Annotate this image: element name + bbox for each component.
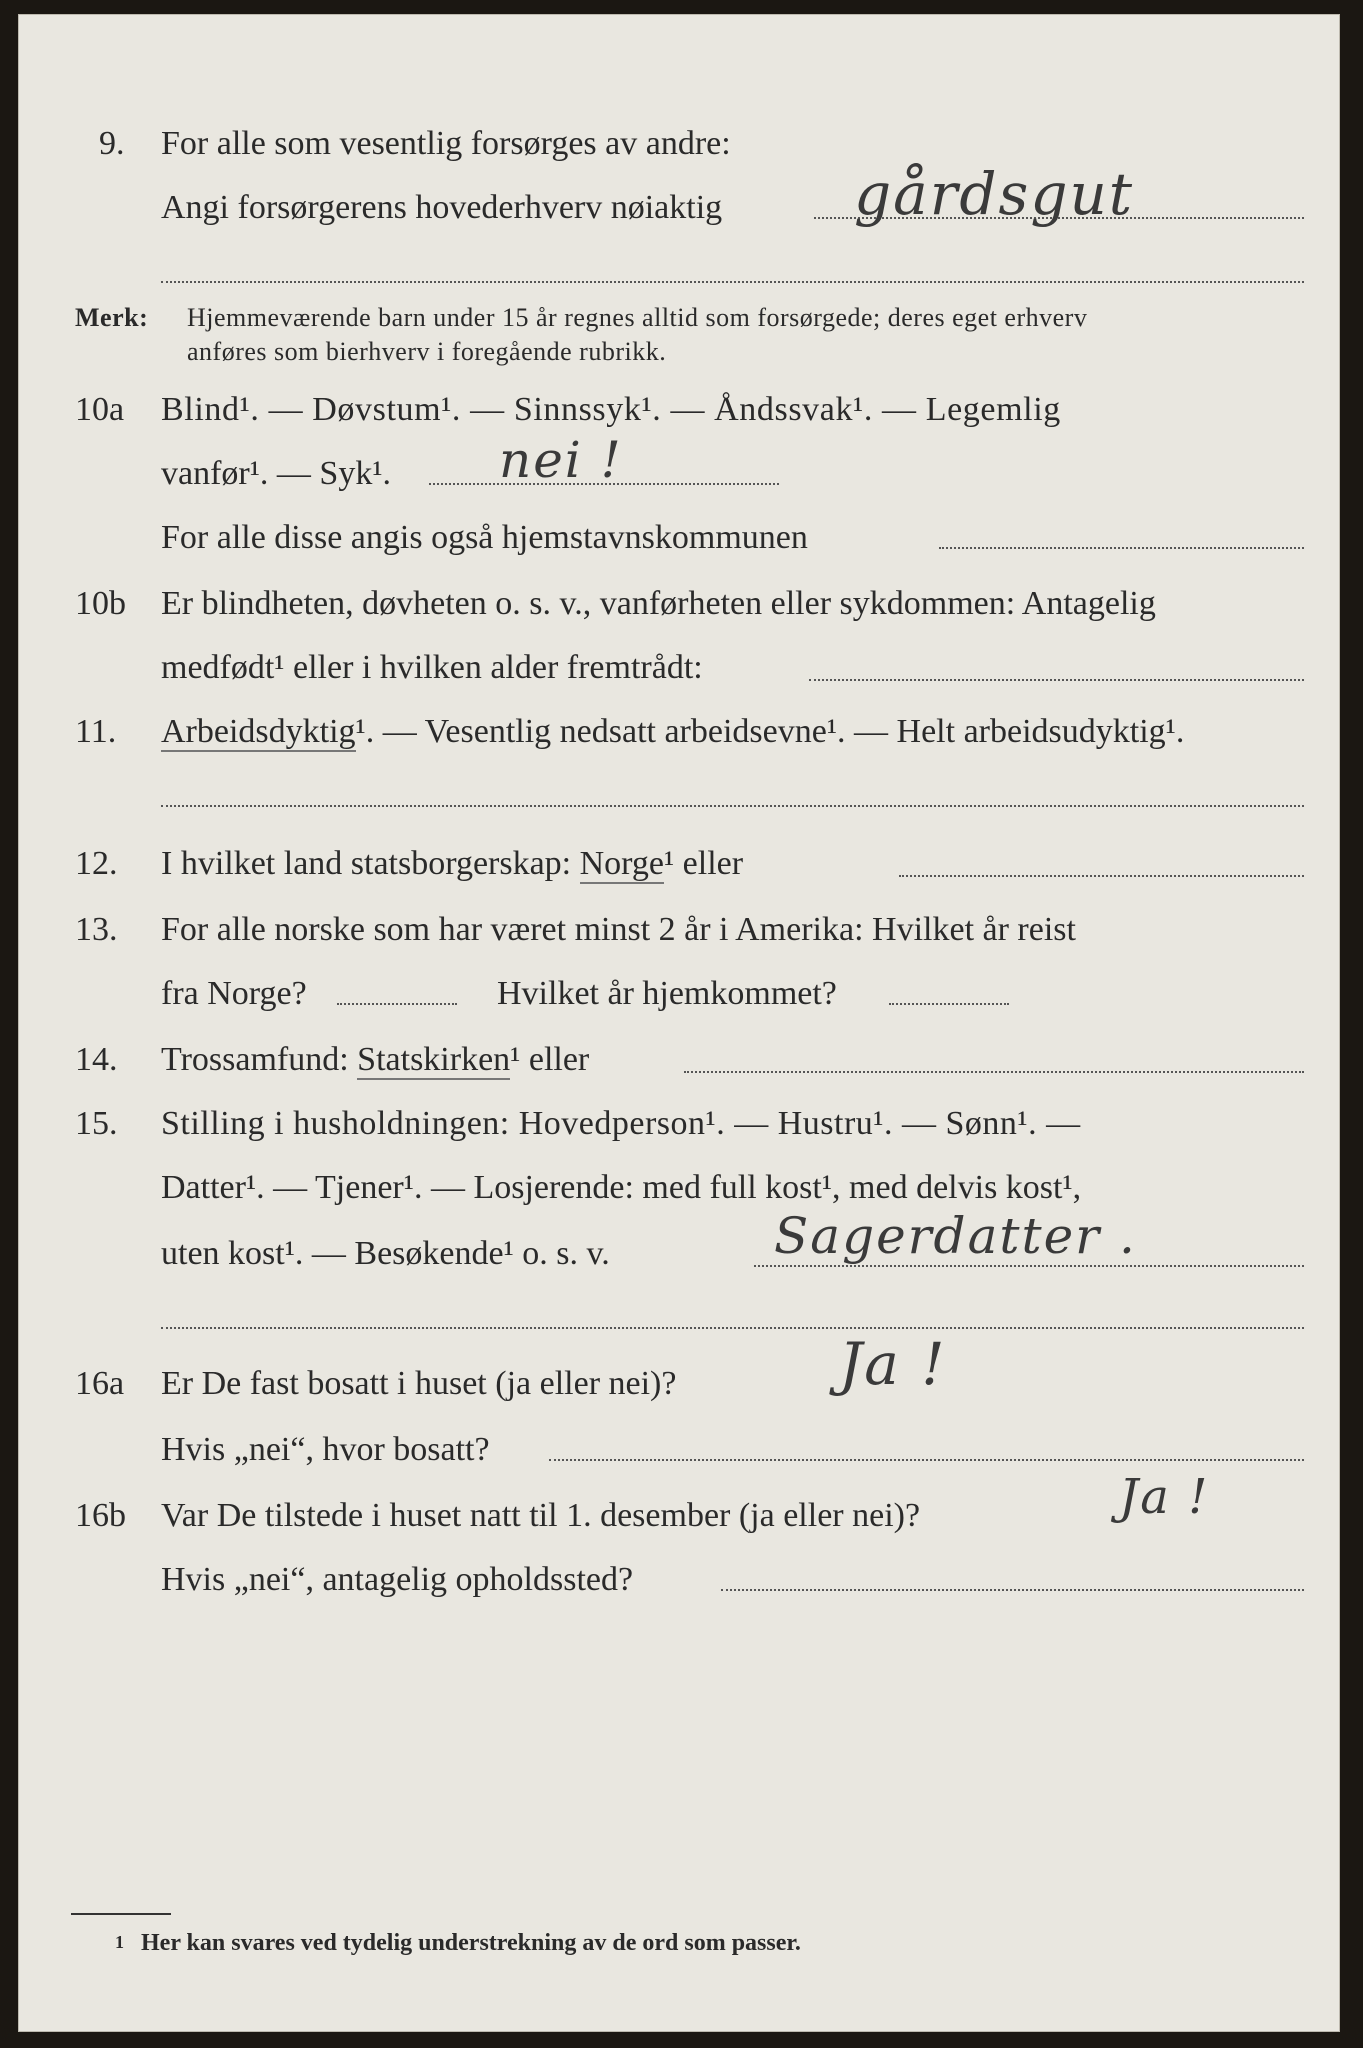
merk-label: Merk: bbox=[75, 303, 149, 332]
q9-line2: Angi forsørgerens hovederhverv nøiaktig bbox=[161, 189, 723, 226]
q13-number: 13. bbox=[75, 911, 118, 948]
q14-statskirken-underlined: Statskirken bbox=[357, 1041, 511, 1078]
q12-prefix: I hvilket land statsborgerskap: bbox=[161, 845, 572, 882]
q16a-answer-line bbox=[549, 1459, 1304, 1461]
q15-answer-line bbox=[754, 1265, 1304, 1267]
q10a-number: 10a bbox=[75, 391, 125, 428]
q13-line1: For alle norske som har været minst 2 år i Amerika: Hvilket år reist bbox=[161, 911, 1076, 948]
q9-handwritten-answer: gårdsgut bbox=[854, 160, 1135, 228]
q10b-line2: medfødt¹ eller i hvilken alder fremtrådt: bbox=[161, 649, 703, 686]
footnote-text: Her kan svares ved tydelig understrekning av de ord som passer. bbox=[141, 1930, 801, 1956]
q11-rest: ¹. — Vesentlig nedsatt arbeidsevne¹. — Helt arbeidsudyktig¹. bbox=[355, 713, 1185, 750]
q16a-handwritten-answer: Ja ! bbox=[839, 1330, 947, 1398]
q13-hjemkommet-line bbox=[889, 1003, 1009, 1005]
q15-handwritten-answer: Sagerdatter . bbox=[774, 1207, 1137, 1265]
q9-extra-line bbox=[161, 281, 1304, 283]
q12-text bbox=[161, 847, 743, 881]
q16b-handwritten-answer: Ja ! bbox=[1119, 1469, 1210, 1525]
q16b-line1: Var De tilstede i huset natt til 1. desember (ja eller nei)? bbox=[161, 1497, 921, 1534]
q9-number: 9. bbox=[99, 125, 125, 162]
merk-line1: Hjemmeværende barn under 15 år regnes alltid som forsørgede; deres eget erhverv bbox=[187, 303, 1088, 332]
q13-line2b: Hvilket år hjemkommet? bbox=[497, 975, 837, 1012]
footnote-mark: 1 bbox=[115, 1932, 124, 1952]
q13-reist-line bbox=[337, 1003, 457, 1005]
census-form-page bbox=[18, 14, 1340, 2032]
q13-line2a: fra Norge? bbox=[161, 975, 307, 1012]
q15-extra-line bbox=[161, 1327, 1304, 1329]
q9-line1: For alle som vesentlig forsørges av andre: bbox=[161, 125, 731, 162]
q10a-line3: For alle disse angis også hjemstavnskommunen bbox=[161, 519, 808, 556]
q15-number: 15. bbox=[75, 1105, 118, 1142]
q16a-line2: Hvis „nei“, hvor bosatt? bbox=[161, 1431, 490, 1468]
q14-number: 14. bbox=[75, 1041, 118, 1078]
q14-prefix: Trossamfund: bbox=[161, 1041, 349, 1078]
q16b-answer-line bbox=[721, 1589, 1304, 1591]
q12-number: 12. bbox=[75, 845, 118, 882]
q10b-number: 10b bbox=[75, 585, 126, 622]
merk-line2: anføres som bierhverv i foregående rubrikk. bbox=[187, 337, 667, 366]
q16b-number: 16b bbox=[75, 1497, 126, 1534]
q11-text bbox=[161, 715, 1184, 749]
q11-arbeidsdyktig-underlined: Arbeidsdyktig bbox=[161, 713, 356, 750]
q15-line3: uten kost¹. — Besøkende¹ o. s. v. bbox=[161, 1235, 610, 1272]
q12-suffix: ¹ eller bbox=[663, 845, 744, 882]
q15-line1: Stilling i husholdningen: Hovedperson¹. — Hustru¹. — Sønn¹. — bbox=[161, 1105, 1081, 1142]
q12-answer-line bbox=[899, 875, 1304, 877]
q14-suffix: ¹ eller bbox=[510, 1041, 590, 1078]
q16b-line2: Hvis „nei“, antagelig opholdssted? bbox=[161, 1561, 634, 1598]
q14-text bbox=[161, 1043, 589, 1077]
q16a-line1: Er De fast bosatt i huset (ja eller nei)? bbox=[161, 1365, 677, 1402]
q10a-hjemstavn-line bbox=[939, 547, 1304, 549]
q10b-line1: Er blindheten, døvheten o. s. v., vanførheten eller sykdommen: Antagelig bbox=[161, 585, 1156, 622]
q16a-number: 16a bbox=[75, 1365, 125, 1402]
q10a-handwritten-answer: nei ! bbox=[499, 431, 623, 489]
q12-norge-underlined: Norge bbox=[579, 845, 664, 882]
q10a-line2: vanfør¹. — Syk¹. bbox=[161, 455, 392, 492]
footnote-divider bbox=[71, 1913, 171, 1915]
q10a-line1: Blind¹. — Døvstum¹. — Sinnssyk¹. — Åndssvak¹. — Legemlig bbox=[161, 391, 1061, 428]
q11-extra-line bbox=[161, 805, 1304, 807]
q14-answer-line bbox=[684, 1071, 1304, 1073]
q11-number: 11. bbox=[75, 713, 117, 750]
q10b-answer-line bbox=[809, 679, 1304, 681]
q15-line2: Datter¹. — Tjener¹. — Losjerende: med full kost¹, med delvis kost¹, bbox=[161, 1169, 1082, 1206]
